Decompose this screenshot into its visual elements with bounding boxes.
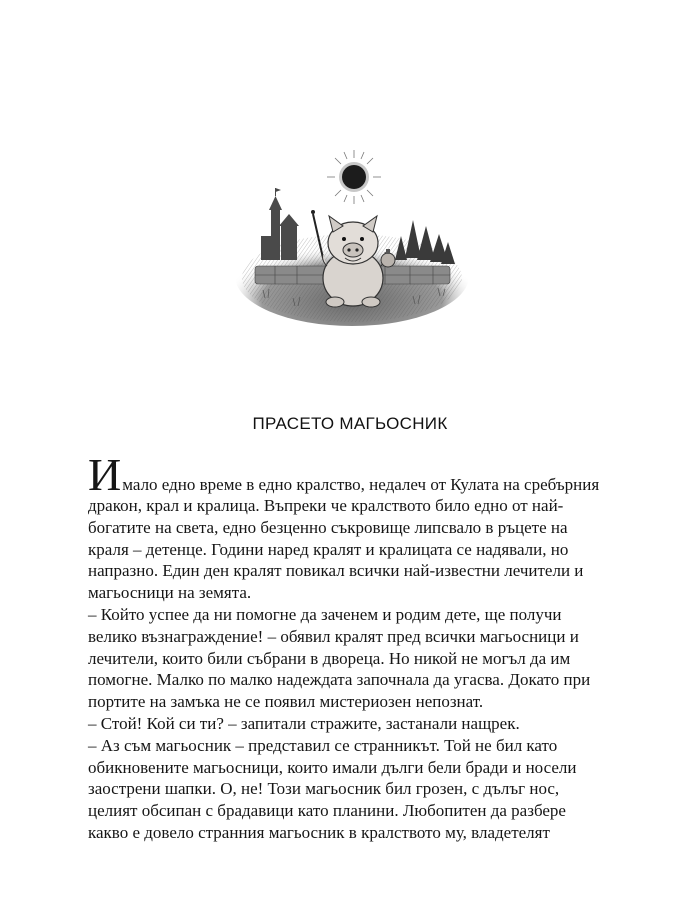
story-line: краля – детенце. Години наред кралят и кралицата се надявали, но bbox=[88, 539, 569, 559]
chapter-illustration bbox=[235, 148, 470, 328]
story-line: помогне. Малко по малко надеждата започнала да угасва. Докато при bbox=[88, 670, 591, 690]
story-line: целият обсипан с брадавици като планини. Любопитен да разбере bbox=[88, 801, 566, 821]
story-line: лечители, които били събрани в двореца. Но никой не могъл да им bbox=[88, 648, 571, 668]
story-line: – Стой! Кой си ти? – запитали стражите, застанали нащрек. bbox=[88, 713, 520, 733]
story-line: мало едно време в едно кралство, недалеч от Кулата на сребърния bbox=[122, 475, 600, 494]
drop-cap: И bbox=[88, 449, 122, 500]
story-line: – Който успее да ни помогне да заченем и родим дете, ще получи bbox=[88, 604, 562, 624]
eclipse-sun-icon bbox=[327, 150, 381, 204]
story-line: магьосници на земята. bbox=[88, 583, 252, 603]
story-line: велико възнаграждение! – обявил кралят пред всички магьосници и bbox=[88, 626, 579, 646]
story-line: какво е довело странния магьосник в кралството му, владетелят bbox=[88, 822, 550, 842]
story-line: дракон, крал и кралица. Въпреки че кралството било едно от най- bbox=[88, 496, 564, 515]
story-line: заострени шапки. О, не! Този магьосник бил грозен, с дълъг нос, bbox=[88, 779, 560, 799]
story-line: обикновените магьосници, които имали дълги бели бради и носели bbox=[88, 757, 577, 777]
story-line: напразно. Един ден кралят повикал всички най-известни лечители и bbox=[88, 561, 584, 581]
story-line: портите на замъка не се появил мистериозен непознат. bbox=[88, 692, 484, 712]
story-first-line bbox=[88, 449, 628, 500]
story-line: богатите на света, едно безценно съкровище липсвало в ръцете на bbox=[88, 517, 568, 537]
story-text bbox=[88, 449, 628, 844]
pig-wizard-illustration bbox=[235, 148, 470, 328]
castle-tower-icon bbox=[261, 188, 299, 260]
chapter-title: ПРАСЕТО МАГЬОСНИК bbox=[252, 414, 448, 433]
story-line: – Аз съм магьосник – представил се странникът. Той не бил като bbox=[88, 735, 558, 755]
